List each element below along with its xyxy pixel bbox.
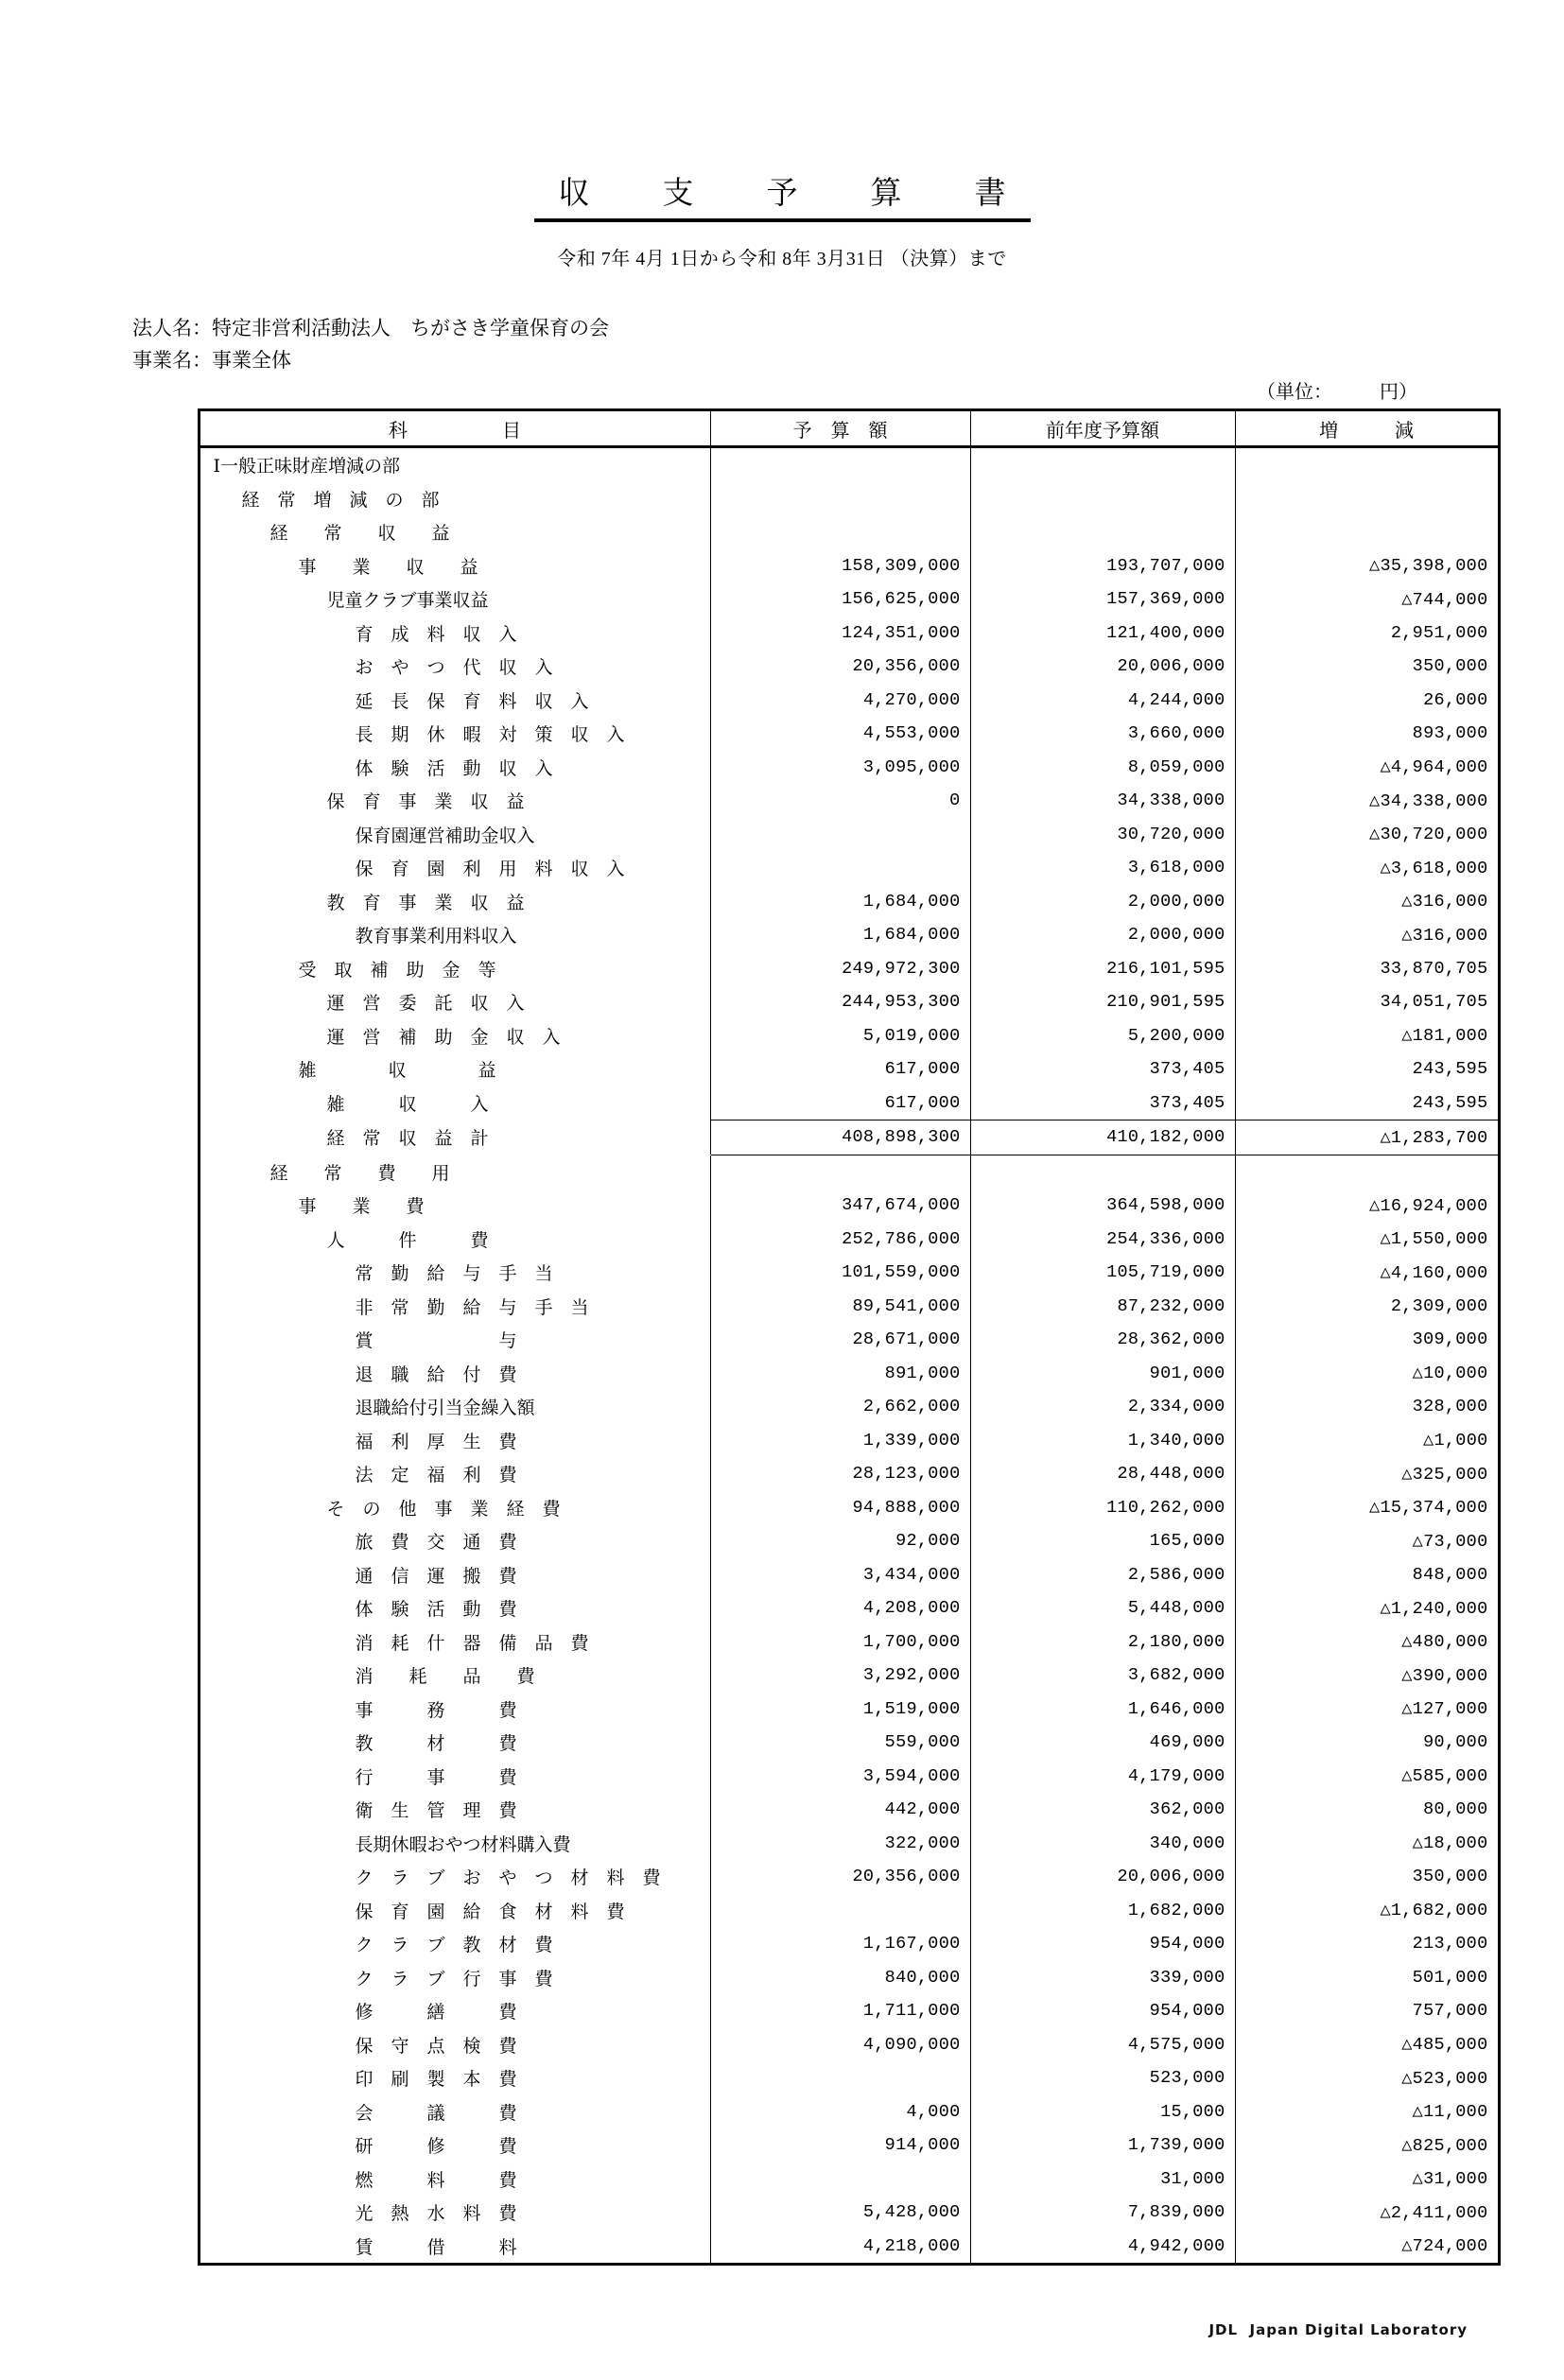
row-budget-value: 4,218,000 xyxy=(710,2230,970,2265)
row-previous-value xyxy=(970,1155,1235,1189)
row-item-label: そ の 他 事 業 経 費 xyxy=(199,1491,710,1525)
row-previous-value: 34,338,000 xyxy=(970,784,1235,818)
row-difference-value: △30,720,000 xyxy=(1235,818,1499,852)
row-budget-value: 1,167,000 xyxy=(710,1927,970,1961)
row-item-label: 体 験 活 動 収 入 xyxy=(199,751,710,785)
row-item-label: ク ラ ブ 行 事 費 xyxy=(199,1961,710,1995)
budget-table xyxy=(198,408,1501,2266)
row-item-label: お や つ 代 収 入 xyxy=(199,650,710,684)
table-row xyxy=(199,1927,1499,1961)
row-budget-value: 3,594,000 xyxy=(710,1760,970,1794)
table-row xyxy=(199,1290,1499,1324)
table-row xyxy=(199,1052,1499,1086)
row-budget-value: 914,000 xyxy=(710,2128,970,2163)
row-budget-value xyxy=(710,1894,970,1928)
row-budget-value xyxy=(710,2061,970,2095)
row-budget-value: 4,208,000 xyxy=(710,1591,970,1625)
row-budget-value xyxy=(710,1155,970,1189)
table-row xyxy=(199,650,1499,684)
row-budget-value: 4,553,000 xyxy=(710,717,970,751)
row-difference-value: 2,951,000 xyxy=(1235,617,1499,651)
row-previous-value xyxy=(970,447,1235,482)
row-item-label: 延 長 保 育 料 収 入 xyxy=(199,684,710,718)
row-difference-value xyxy=(1235,1155,1499,1189)
table-row xyxy=(199,2061,1499,2095)
row-difference-value: △316,000 xyxy=(1235,918,1499,952)
row-budget-value: 28,123,000 xyxy=(710,1457,970,1491)
row-previous-value: 165,000 xyxy=(970,1524,1235,1558)
row-difference-value: 893,000 xyxy=(1235,717,1499,751)
row-difference-value: △3,618,000 xyxy=(1235,851,1499,885)
row-difference-value: 34,051,705 xyxy=(1235,985,1499,1019)
row-previous-value: 4,575,000 xyxy=(970,2028,1235,2062)
table-row xyxy=(199,1994,1499,2028)
row-item-label: 人 件 費 xyxy=(199,1223,710,1257)
row-previous-value: 8,059,000 xyxy=(970,751,1235,785)
row-budget-value xyxy=(710,2163,970,2197)
row-item-label: 退 職 給 付 費 xyxy=(199,1357,710,1391)
row-previous-value: 210,901,595 xyxy=(970,985,1235,1019)
row-item-label: 受 取 補 助 金 等 xyxy=(199,952,710,986)
row-difference-value: 33,870,705 xyxy=(1235,952,1499,986)
row-difference-value: △10,000 xyxy=(1235,1357,1499,1391)
row-difference-value: △18,000 xyxy=(1235,1827,1499,1861)
row-budget-value: 408,898,300 xyxy=(710,1121,970,1155)
row-budget-value: 4,000 xyxy=(710,2095,970,2129)
row-previous-value: 31,000 xyxy=(970,2163,1235,2197)
row-budget-value: 4,270,000 xyxy=(710,684,970,718)
table-row xyxy=(199,1390,1499,1424)
table-row xyxy=(199,885,1499,919)
row-difference-value: △11,000 xyxy=(1235,2095,1499,2129)
row-previous-value: 339,000 xyxy=(970,1961,1235,1995)
row-difference-value: △181,000 xyxy=(1235,1019,1499,1053)
row-budget-value: 2,662,000 xyxy=(710,1390,970,1424)
row-budget-value: 92,000 xyxy=(710,1524,970,1558)
row-item-label: 保 育 園 給 食 材 料 費 xyxy=(199,1894,710,1928)
row-item-label: 経 常 収 益 計 xyxy=(199,1121,710,1155)
row-difference-value: △325,000 xyxy=(1235,1457,1499,1491)
table-row xyxy=(199,515,1499,549)
row-item-label: 運 営 補 助 金 収 入 xyxy=(199,1019,710,1053)
row-difference-value: △316,000 xyxy=(1235,885,1499,919)
row-item-label: 長 期 休 暇 対 策 収 入 xyxy=(199,717,710,751)
row-difference-value: △523,000 xyxy=(1235,2061,1499,2095)
row-previous-value: 1,739,000 xyxy=(970,2128,1235,2163)
row-item-label: 消 耗 什 器 備 品 費 xyxy=(199,1625,710,1659)
row-budget-value: 0 xyxy=(710,784,970,818)
row-budget-value: 20,356,000 xyxy=(710,1860,970,1894)
table-row xyxy=(199,1256,1499,1290)
table-row xyxy=(199,447,1499,482)
row-previous-value: 110,262,000 xyxy=(970,1491,1235,1525)
row-item-label: 教 育 事 業 収 益 xyxy=(199,885,710,919)
row-previous-value: 954,000 xyxy=(970,1927,1235,1961)
row-previous-value: 373,405 xyxy=(970,1086,1235,1121)
row-budget-value: 101,559,000 xyxy=(710,1256,970,1290)
row-item-label: ク ラ ブ 教 材 費 xyxy=(199,1927,710,1961)
row-budget-value: 1,339,000 xyxy=(710,1424,970,1458)
row-previous-value: 193,707,000 xyxy=(970,549,1235,583)
row-difference-value xyxy=(1235,482,1499,516)
row-item-label: 光 熱 水 料 費 xyxy=(199,2196,710,2230)
row-budget-value: 3,292,000 xyxy=(710,1659,970,1693)
row-item-label: 保 守 点 検 費 xyxy=(199,2028,710,2062)
row-budget-value: 1,700,000 xyxy=(710,1625,970,1659)
table-row xyxy=(199,1726,1499,1760)
row-previous-value: 954,000 xyxy=(970,1994,1235,2028)
row-item-label: 通 信 運 搬 費 xyxy=(199,1558,710,1592)
row-previous-value: 157,369,000 xyxy=(970,582,1235,617)
row-budget-value: 20,356,000 xyxy=(710,650,970,684)
row-item-label: 修 繕 費 xyxy=(199,1994,710,2028)
row-budget-value: 3,434,000 xyxy=(710,1558,970,1592)
row-previous-value: 4,942,000 xyxy=(970,2230,1235,2265)
column-header-previous: 前年度予算額 xyxy=(970,410,1235,447)
row-difference-value: 848,000 xyxy=(1235,1558,1499,1592)
row-item-label: 教育事業利用料収入 xyxy=(199,918,710,952)
row-item-label: 賞 与 xyxy=(199,1323,710,1357)
row-difference-value: 243,595 xyxy=(1235,1052,1499,1086)
row-item-label: 非 常 勤 給 与 手 当 xyxy=(199,1290,710,1324)
row-item-label: 事 務 費 xyxy=(199,1693,710,1727)
row-budget-value: 244,953,300 xyxy=(710,985,970,1019)
row-budget-value: 891,000 xyxy=(710,1357,970,1391)
row-budget-value: 158,309,000 xyxy=(710,549,970,583)
table-row xyxy=(199,1323,1499,1357)
row-difference-value: 243,595 xyxy=(1235,1086,1499,1121)
row-previous-value: 20,006,000 xyxy=(970,650,1235,684)
row-previous-value: 410,182,000 xyxy=(970,1121,1235,1155)
table-row xyxy=(199,582,1499,617)
row-difference-value: △127,000 xyxy=(1235,1693,1499,1727)
table-row xyxy=(199,985,1499,1019)
row-budget-value: 94,888,000 xyxy=(710,1491,970,1525)
column-header-difference: 増 減 xyxy=(1235,410,1499,447)
row-previous-value: 469,000 xyxy=(970,1726,1235,1760)
row-item-label: 育 成 料 収 入 xyxy=(199,617,710,651)
row-item-label: 印 刷 製 本 費 xyxy=(199,2061,710,2095)
row-previous-value: 30,720,000 xyxy=(970,818,1235,852)
row-previous-value: 362,000 xyxy=(970,1793,1235,1827)
table-row xyxy=(199,717,1499,751)
column-header-budget: 予 算 額 xyxy=(710,410,970,447)
row-previous-value: 28,362,000 xyxy=(970,1323,1235,1357)
row-previous-value: 4,179,000 xyxy=(970,1760,1235,1794)
table-row xyxy=(199,2196,1499,2230)
corporation-name: 法人名：特定非営利活動法人 ちがさき学童保育の会 xyxy=(132,317,609,339)
row-difference-value: 80,000 xyxy=(1235,1793,1499,1827)
table-row xyxy=(199,1760,1499,1794)
row-budget-value xyxy=(710,515,970,549)
row-item-label: 衛 生 管 理 費 xyxy=(199,1793,710,1827)
row-previous-value: 15,000 xyxy=(970,2095,1235,2129)
row-item-label: 会 議 費 xyxy=(199,2095,710,2129)
row-previous-value: 2,334,000 xyxy=(970,1390,1235,1424)
table-row xyxy=(199,784,1499,818)
row-item-label: 雑 収 益 xyxy=(199,1052,710,1086)
row-difference-value: 350,000 xyxy=(1235,1860,1499,1894)
row-budget-value: 124,351,000 xyxy=(710,617,970,651)
row-budget-value xyxy=(710,851,970,885)
row-item-label: 燃 料 費 xyxy=(199,2163,710,2197)
business-name: 事業名：事業全体 xyxy=(132,349,291,372)
row-difference-value: △1,240,000 xyxy=(1235,1591,1499,1625)
row-difference-value: 757,000 xyxy=(1235,1994,1499,2028)
row-budget-value: 1,711,000 xyxy=(710,1994,970,2028)
header-info xyxy=(0,312,1564,376)
row-budget-value: 840,000 xyxy=(710,1961,970,1995)
row-budget-value: 252,786,000 xyxy=(710,1223,970,1257)
row-budget-value xyxy=(710,447,970,482)
row-previous-value: 2,000,000 xyxy=(970,885,1235,919)
row-item-label: 退職給付引当金繰入額 xyxy=(199,1390,710,1424)
row-budget-value: 28,671,000 xyxy=(710,1323,970,1357)
row-previous-value: 3,682,000 xyxy=(970,1659,1235,1693)
row-budget-value xyxy=(710,818,970,852)
table-row xyxy=(199,1591,1499,1625)
row-difference-value: △744,000 xyxy=(1235,582,1499,617)
row-difference-value: 213,000 xyxy=(1235,1927,1499,1961)
row-difference-value: 328,000 xyxy=(1235,1390,1499,1424)
row-previous-value: 7,839,000 xyxy=(970,2196,1235,2230)
row-item-label: 保育園運営補助金収入 xyxy=(199,818,710,852)
row-difference-value: △1,682,000 xyxy=(1235,1894,1499,1928)
row-difference-value: △15,374,000 xyxy=(1235,1491,1499,1525)
row-previous-value: 340,000 xyxy=(970,1827,1235,1861)
table-row xyxy=(199,851,1499,885)
row-budget-value: 3,095,000 xyxy=(710,751,970,785)
table-row xyxy=(199,918,1499,952)
row-budget-value: 322,000 xyxy=(710,1827,970,1861)
row-previous-value: 28,448,000 xyxy=(970,1457,1235,1491)
document-page xyxy=(0,168,1564,2380)
table-row xyxy=(199,1457,1499,1491)
row-difference-value: △1,550,000 xyxy=(1235,1223,1499,1257)
row-budget-value: 1,684,000 xyxy=(710,885,970,919)
row-item-label: 雑 収 入 xyxy=(199,1086,710,1121)
row-previous-value: 901,000 xyxy=(970,1357,1235,1391)
table-row xyxy=(199,1189,1499,1223)
row-budget-value: 347,674,000 xyxy=(710,1189,970,1223)
row-previous-value: 4,244,000 xyxy=(970,684,1235,718)
row-previous-value: 364,598,000 xyxy=(970,1189,1235,1223)
row-item-label: 児童クラブ事業収益 xyxy=(199,582,710,617)
table-row xyxy=(199,1860,1499,1894)
row-difference-value: △34,338,000 xyxy=(1235,784,1499,818)
row-previous-value: 216,101,595 xyxy=(970,952,1235,986)
row-item-label: 福 利 厚 生 費 xyxy=(199,1424,710,1458)
column-header-item: 科 目 xyxy=(199,410,710,447)
row-item-label: 旅 費 交 通 費 xyxy=(199,1524,710,1558)
row-difference-value: △2,411,000 xyxy=(1235,2196,1499,2230)
jdl-logo: JDL Japan Digital Laboratory xyxy=(1208,2321,1468,2338)
row-difference-value: 26,000 xyxy=(1235,684,1499,718)
table-row xyxy=(199,482,1499,516)
ledger-table-container xyxy=(67,408,1498,2266)
row-previous-value: 121,400,000 xyxy=(970,617,1235,651)
table-row xyxy=(199,549,1499,583)
row-difference-value: △724,000 xyxy=(1235,2230,1499,2265)
row-difference-value: 350,000 xyxy=(1235,650,1499,684)
row-previous-value: 254,336,000 xyxy=(970,1223,1235,1257)
row-budget-value: 1,519,000 xyxy=(710,1693,970,1727)
row-previous-value: 523,000 xyxy=(970,2061,1235,2095)
row-item-label: 研 修 費 xyxy=(199,2128,710,2163)
table-row xyxy=(199,1827,1499,1861)
row-item-label: 保 育 園 利 用 料 収 入 xyxy=(199,851,710,885)
table-row xyxy=(199,2128,1499,2163)
row-difference-value: △390,000 xyxy=(1235,1659,1499,1693)
table-row xyxy=(199,1491,1499,1525)
row-previous-value: 1,340,000 xyxy=(970,1424,1235,1458)
row-difference-value: △4,964,000 xyxy=(1235,751,1499,785)
row-item-label: 常 勤 給 与 手 当 xyxy=(199,1256,710,1290)
row-budget-value: 249,972,300 xyxy=(710,952,970,986)
row-previous-value: 2,586,000 xyxy=(970,1558,1235,1592)
row-difference-value: △16,924,000 xyxy=(1235,1189,1499,1223)
table-header-row xyxy=(199,410,1499,447)
row-difference-value: △485,000 xyxy=(1235,2028,1499,2062)
row-item-label: ク ラ ブ お や つ 材 料 費 xyxy=(199,1860,710,1894)
table-row xyxy=(199,1894,1499,1928)
row-budget-value: 5,428,000 xyxy=(710,2196,970,2230)
row-item-label: 体 験 活 動 費 xyxy=(199,1591,710,1625)
row-budget-value: 156,625,000 xyxy=(710,582,970,617)
row-budget-value xyxy=(710,482,970,516)
row-previous-value: 373,405 xyxy=(970,1052,1235,1086)
row-item-label: 事 業 費 xyxy=(199,1189,710,1223)
row-previous-value: 2,000,000 xyxy=(970,918,1235,952)
row-previous-value: 5,200,000 xyxy=(970,1019,1235,1053)
row-budget-value: 1,684,000 xyxy=(710,918,970,952)
title-container xyxy=(0,168,1564,222)
row-budget-value: 5,019,000 xyxy=(710,1019,970,1053)
row-difference-value xyxy=(1235,447,1499,482)
unit-note: （単位： 円） xyxy=(1257,382,1417,403)
table-row xyxy=(199,1961,1499,1995)
table-row xyxy=(199,2095,1499,2129)
table-row xyxy=(199,1625,1499,1659)
row-budget-value: 617,000 xyxy=(710,1086,970,1121)
row-difference-value: 90,000 xyxy=(1235,1726,1499,1760)
table-row xyxy=(199,2163,1499,2197)
table-row xyxy=(199,2230,1499,2265)
table-row xyxy=(199,1155,1499,1189)
row-previous-value xyxy=(970,515,1235,549)
table-row xyxy=(199,1659,1499,1693)
row-item-label: 教 材 費 xyxy=(199,1726,710,1760)
row-budget-value: 442,000 xyxy=(710,1793,970,1827)
row-item-label: 法 定 福 利 費 xyxy=(199,1457,710,1491)
row-previous-value: 2,180,000 xyxy=(970,1625,1235,1659)
table-row xyxy=(199,1019,1499,1053)
row-budget-value: 89,541,000 xyxy=(710,1290,970,1324)
table-row xyxy=(199,818,1499,852)
row-difference-value: 501,000 xyxy=(1235,1961,1499,1995)
row-item-label: 運 営 委 託 収 入 xyxy=(199,985,710,1019)
table-row xyxy=(199,1793,1499,1827)
table-row xyxy=(199,1357,1499,1391)
row-difference-value: △1,000 xyxy=(1235,1424,1499,1458)
table-row xyxy=(199,1558,1499,1592)
row-previous-value: 105,719,000 xyxy=(970,1256,1235,1290)
row-difference-value xyxy=(1235,515,1499,549)
table-row xyxy=(199,617,1499,651)
row-difference-value: △73,000 xyxy=(1235,1524,1499,1558)
row-difference-value: △35,398,000 xyxy=(1235,549,1499,583)
row-item-label: 保 育 事 業 収 益 xyxy=(199,784,710,818)
table-row xyxy=(199,2028,1499,2062)
row-item-label: Ⅰ一般正味財産増減の部 xyxy=(199,447,710,482)
row-previous-value: 3,660,000 xyxy=(970,717,1235,751)
row-budget-value: 559,000 xyxy=(710,1726,970,1760)
table-body xyxy=(199,447,1499,2265)
table-row xyxy=(199,1524,1499,1558)
row-item-label: 長期休暇おやつ材料購入費 xyxy=(199,1827,710,1861)
row-item-label: 消 耗 品 費 xyxy=(199,1659,710,1693)
row-budget-value: 4,090,000 xyxy=(710,2028,970,2062)
row-difference-value: △585,000 xyxy=(1235,1760,1499,1794)
table-row xyxy=(199,1223,1499,1257)
table-row xyxy=(199,1693,1499,1727)
row-difference-value: △1,283,700 xyxy=(1235,1121,1499,1155)
row-previous-value: 1,682,000 xyxy=(970,1894,1235,1928)
table-row xyxy=(199,1121,1499,1155)
table-row xyxy=(199,751,1499,785)
row-difference-value: 2,309,000 xyxy=(1235,1290,1499,1324)
row-previous-value: 5,448,000 xyxy=(970,1591,1235,1625)
row-budget-value: 617,000 xyxy=(710,1052,970,1086)
row-previous-value: 1,646,000 xyxy=(970,1693,1235,1727)
period-subtitle: 令和 7年 4月 1日から令和 8年 3月31日 （決算）まで xyxy=(557,249,1007,269)
row-item-label: 経 常 費 用 xyxy=(199,1155,710,1189)
row-difference-value: △480,000 xyxy=(1235,1625,1499,1659)
row-difference-value: △825,000 xyxy=(1235,2128,1499,2163)
table-row xyxy=(199,1086,1499,1121)
table-row xyxy=(199,684,1499,718)
page-title: 収 支 予 算 書 xyxy=(534,168,1031,222)
row-previous-value: 20,006,000 xyxy=(970,1860,1235,1894)
row-difference-value: △31,000 xyxy=(1235,2163,1499,2197)
row-previous-value xyxy=(970,482,1235,516)
row-item-label: 事 業 収 益 xyxy=(199,549,710,583)
table-row xyxy=(199,1424,1499,1458)
table-row xyxy=(199,952,1499,986)
row-difference-value: △4,160,000 xyxy=(1235,1256,1499,1290)
row-previous-value: 87,232,000 xyxy=(970,1290,1235,1324)
row-difference-value: 309,000 xyxy=(1235,1323,1499,1357)
row-item-label: 経 常 収 益 xyxy=(199,515,710,549)
row-previous-value: 3,618,000 xyxy=(970,851,1235,885)
row-item-label: 経 常 増 減 の 部 xyxy=(199,482,710,516)
row-item-label: 賃 借 料 xyxy=(199,2230,710,2265)
row-item-label: 行 事 費 xyxy=(199,1760,710,1794)
table-head xyxy=(199,410,1499,447)
